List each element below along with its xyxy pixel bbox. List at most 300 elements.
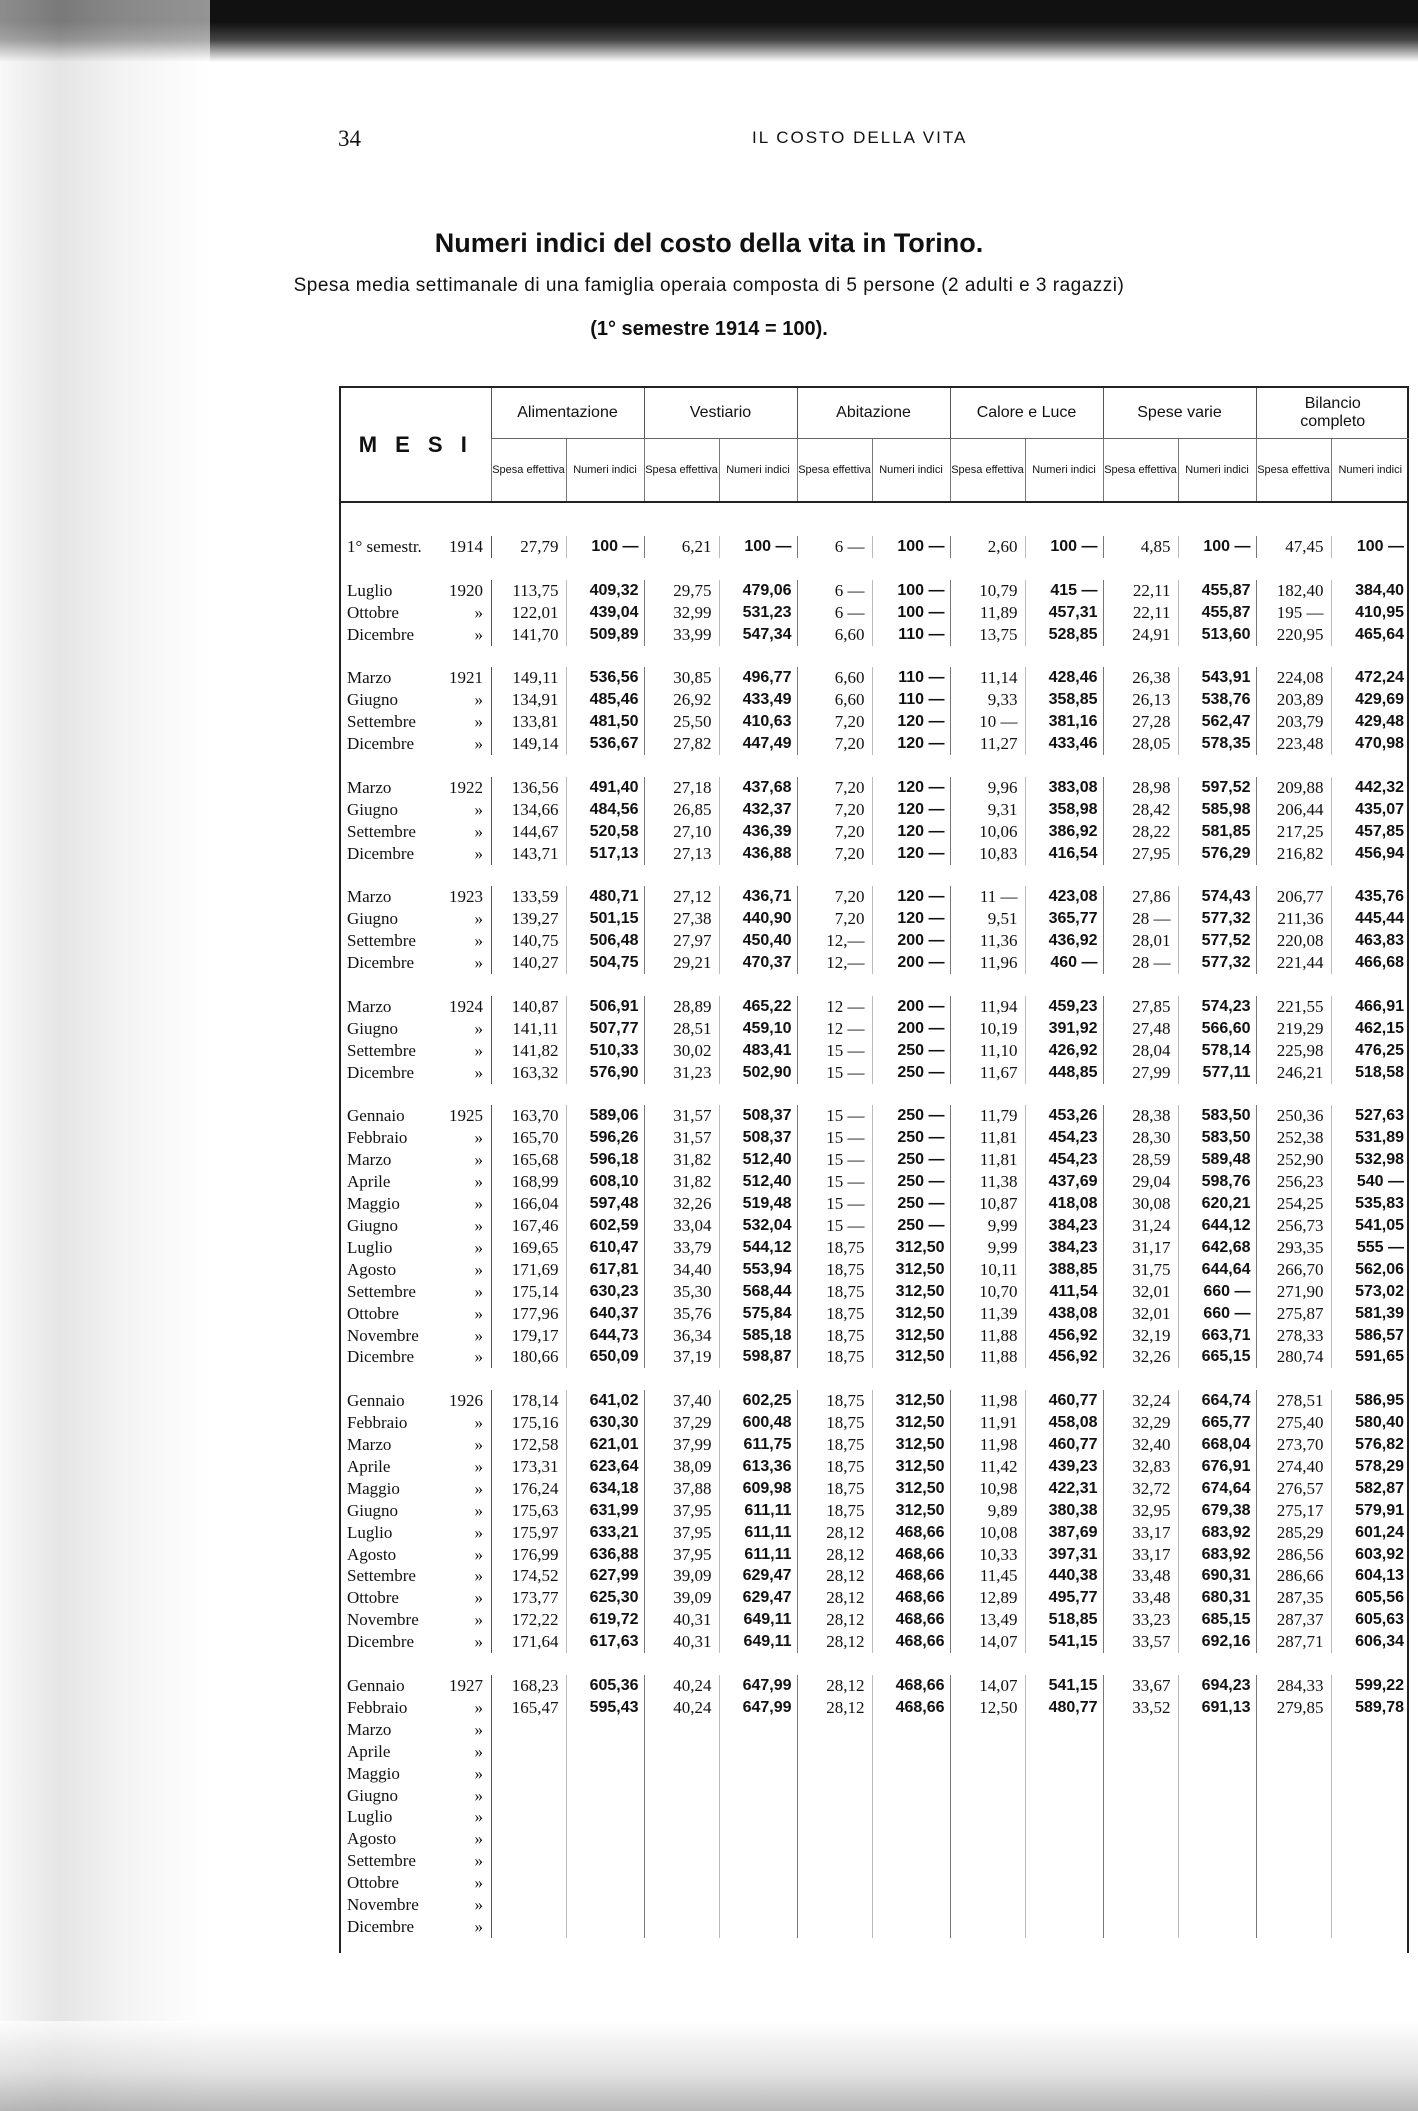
- numero-indice-cell: 620,21: [1178, 1193, 1256, 1215]
- spesa-effettiva-cell: 246,21: [1256, 1062, 1331, 1084]
- spesa-effettiva-cell: 9,99: [950, 1237, 1025, 1259]
- month-name: Novembre: [347, 1895, 419, 1915]
- spesa-effettiva-cell: 11,81: [950, 1127, 1025, 1149]
- spesa-effettiva-cell: 27,18: [644, 777, 719, 799]
- spesa-effettiva-cell: 22,11: [1103, 602, 1178, 624]
- numero-indice-cell: 634,18: [566, 1478, 644, 1500]
- numero-indice-cell: [872, 1850, 950, 1872]
- spesa-effettiva-cell: 12 —: [797, 996, 872, 1018]
- month-name: Luglio: [347, 1807, 393, 1827]
- spesa-effettiva-cell: 29,04: [1103, 1171, 1178, 1193]
- spesa-effettiva-cell: 31,24: [1103, 1215, 1178, 1237]
- month-cell: [341, 1171, 491, 1193]
- numero-indice-cell: 629,47: [719, 1565, 797, 1587]
- numero-indice-cell: 562,47: [1178, 711, 1256, 733]
- month-cell: [341, 1850, 491, 1872]
- numero-indice-cell: 312,50: [872, 1281, 950, 1303]
- spesa-effettiva-cell: [797, 1872, 872, 1894]
- numero-indice-cell: [719, 1741, 797, 1763]
- spesa-effettiva-cell: [1103, 1894, 1178, 1916]
- numero-indice-cell: 611,11: [719, 1544, 797, 1566]
- month-cell: [341, 1500, 491, 1522]
- spesa-effettiva-cell: 32,24: [1103, 1390, 1178, 1412]
- numero-indice-cell: 415 —: [1025, 580, 1103, 602]
- spesa-effettiva-cell: 11,88: [950, 1346, 1025, 1368]
- numero-indice-cell: 468,66: [872, 1587, 950, 1609]
- numero-indice-cell: 649,11: [719, 1609, 797, 1631]
- subheader-spesa-effettiva: Spesa effettiva: [1256, 439, 1331, 503]
- year-label: »: [474, 624, 483, 644]
- numero-indice-cell: 683,92: [1178, 1522, 1256, 1544]
- year-label: »: [474, 799, 483, 819]
- spesa-effettiva-cell: [797, 1741, 872, 1763]
- numero-indice-cell: [1025, 1828, 1103, 1850]
- subheader-spesa-effettiva: Spesa effettiva: [491, 439, 566, 503]
- spesa-effettiva-cell: 28,30: [1103, 1127, 1178, 1149]
- spesa-effettiva-cell: [950, 1785, 1025, 1807]
- numero-indice-cell: 578,14: [1178, 1040, 1256, 1062]
- numero-indice-cell: [872, 1806, 950, 1828]
- spesa-effettiva-cell: [1256, 1741, 1331, 1763]
- month-name: Maggio: [347, 1478, 400, 1498]
- numero-indice-cell: 604,13: [1331, 1565, 1409, 1587]
- numero-indice-cell: 384,23: [1025, 1237, 1103, 1259]
- spesa-effettiva-cell: 31,57: [644, 1127, 719, 1149]
- spesa-effettiva-cell: 12,89: [950, 1587, 1025, 1609]
- spesa-effettiva-cell: 27,82: [644, 733, 719, 755]
- table-row: [341, 580, 1409, 602]
- numero-indice-cell: 513,60: [1178, 624, 1256, 646]
- spesa-effettiva-cell: 11,98: [950, 1390, 1025, 1412]
- table-row: [341, 1105, 1409, 1127]
- numero-indice-cell: 506,48: [566, 930, 644, 952]
- numero-indice-cell: 502,90: [719, 1062, 797, 1084]
- spesa-effettiva-cell: 140,27: [491, 952, 566, 974]
- year-label: 1923: [449, 887, 483, 907]
- numero-indice-cell: 504,75: [566, 952, 644, 974]
- year-label: »: [474, 690, 483, 710]
- numero-indice-cell: 411,54: [1025, 1281, 1103, 1303]
- month-cell: [341, 1675, 491, 1697]
- numero-indice-cell: 644,12: [1178, 1215, 1256, 1237]
- numero-indice-cell: 528,85: [1025, 624, 1103, 646]
- numero-indice-cell: [719, 1785, 797, 1807]
- month-name: Gennaio: [347, 1106, 405, 1126]
- numero-indice-cell: 541,15: [1025, 1675, 1103, 1697]
- spesa-effettiva-cell: 32,95: [1103, 1500, 1178, 1522]
- numero-indice-cell: 519,48: [719, 1193, 797, 1215]
- spesa-effettiva-cell: 14,07: [950, 1675, 1025, 1697]
- numero-indice-cell: 312,50: [872, 1412, 950, 1434]
- numero-indice-cell: 250 —: [872, 1171, 950, 1193]
- spesa-effettiva-cell: 40,24: [644, 1697, 719, 1719]
- table-row: [341, 733, 1409, 755]
- numero-indice-cell: [1178, 1806, 1256, 1828]
- month-cell: [341, 580, 491, 602]
- spesa-effettiva-cell: 32,26: [644, 1193, 719, 1215]
- spesa-effettiva-cell: 11,96: [950, 952, 1025, 974]
- spesa-effettiva-cell: [644, 1894, 719, 1916]
- numero-indice-cell: 468,66: [872, 1675, 950, 1697]
- month-cell: [341, 886, 491, 908]
- spesa-effettiva-cell: 14,07: [950, 1631, 1025, 1653]
- spesa-effettiva-cell: 28,05: [1103, 733, 1178, 755]
- spesa-effettiva-cell: 10,70: [950, 1281, 1025, 1303]
- numero-indice-cell: 508,37: [719, 1127, 797, 1149]
- month-cell: [341, 1763, 491, 1785]
- subheader-spesa-effettiva: Spesa effettiva: [644, 439, 719, 503]
- spesa-effettiva-cell: 11,79: [950, 1105, 1025, 1127]
- numero-indice-cell: 437,69: [1025, 1171, 1103, 1193]
- numero-indice-cell: 518,85: [1025, 1609, 1103, 1631]
- month-cell: [341, 1193, 491, 1215]
- spesa-effettiva-cell: 18,75: [797, 1500, 872, 1522]
- numero-indice-cell: 535,83: [1331, 1193, 1409, 1215]
- spesa-effettiva-cell: [797, 1763, 872, 1785]
- numero-indice-cell: [1331, 1785, 1409, 1807]
- numero-indice-cell: 440,38: [1025, 1565, 1103, 1587]
- spesa-effettiva-cell: [797, 1785, 872, 1807]
- numero-indice-cell: 383,08: [1025, 777, 1103, 799]
- spesa-effettiva-cell: [1103, 1828, 1178, 1850]
- numero-indice-cell: 423,08: [1025, 886, 1103, 908]
- numero-indice-cell: 457,31: [1025, 602, 1103, 624]
- numero-indice-cell: 456,92: [1025, 1325, 1103, 1347]
- numero-indice-cell: 577,11: [1178, 1062, 1256, 1084]
- year-label: »: [474, 953, 483, 973]
- section-spacer: [341, 865, 1409, 887]
- month-name: Gennaio: [347, 1676, 405, 1695]
- numero-indice-cell: 676,91: [1178, 1456, 1256, 1478]
- spesa-effettiva-cell: 31,82: [644, 1149, 719, 1171]
- spesa-effettiva-cell: 6 —: [797, 602, 872, 624]
- spesa-effettiva-cell: 37,95: [644, 1522, 719, 1544]
- numero-indice-cell: [719, 1894, 797, 1916]
- spesa-effettiva-cell: [950, 1916, 1025, 1938]
- numero-indice-cell: [1331, 1806, 1409, 1828]
- year-label: »: [474, 1281, 483, 1301]
- month-cell: [341, 952, 491, 974]
- numero-indice-cell: 611,75: [719, 1434, 797, 1456]
- spesa-effettiva-cell: 165,68: [491, 1149, 566, 1171]
- numero-indice-cell: [719, 1872, 797, 1894]
- spesa-effettiva-cell: 2,60: [950, 536, 1025, 558]
- numero-indice-cell: 613,36: [719, 1456, 797, 1478]
- numero-indice-cell: 436,39: [719, 821, 797, 843]
- spesa-effettiva-cell: 40,31: [644, 1609, 719, 1631]
- spesa-effettiva-cell: [950, 1763, 1025, 1785]
- month-cell: [341, 1806, 491, 1828]
- month-name: Giugno: [347, 799, 398, 819]
- numero-indice-cell: 460 —: [1025, 952, 1103, 974]
- numero-indice-cell: 250 —: [872, 1062, 950, 1084]
- table-row: [341, 1850, 1409, 1872]
- numero-indice-cell: 596,18: [566, 1149, 644, 1171]
- spesa-effettiva-cell: 32,29: [1103, 1412, 1178, 1434]
- numero-indice-cell: 508,37: [719, 1105, 797, 1127]
- section-spacer: [341, 646, 1409, 668]
- numero-indice-cell: 597,52: [1178, 777, 1256, 799]
- spesa-effettiva-cell: 140,75: [491, 930, 566, 952]
- numero-indice-cell: 459,10: [719, 1018, 797, 1040]
- spesa-effettiva-cell: [950, 1741, 1025, 1763]
- spesa-effettiva-cell: 11,88: [950, 1325, 1025, 1347]
- spesa-effettiva-cell: [1103, 1916, 1178, 1938]
- table-row: [341, 1062, 1409, 1084]
- spesa-effettiva-cell: [644, 1850, 719, 1872]
- table-row: [341, 1040, 1409, 1062]
- year-label: 1924: [449, 996, 483, 1016]
- numero-indice-cell: 517,13: [566, 843, 644, 865]
- spesa-effettiva-cell: 33,67: [1103, 1675, 1178, 1697]
- spesa-effettiva-cell: 133,81: [491, 711, 566, 733]
- spesa-effettiva-cell: 141,70: [491, 624, 566, 646]
- group-header-vestiario: [644, 388, 797, 439]
- numero-indice-cell: [1025, 1916, 1103, 1938]
- spesa-effettiva-cell: 287,71: [1256, 1631, 1331, 1653]
- year-label: »: [474, 843, 483, 863]
- year-label: 1914: [449, 537, 483, 556]
- numero-indice-cell: [1025, 1719, 1103, 1741]
- numero-indice-cell: 480,71: [566, 886, 644, 908]
- numero-indice-cell: 454,23: [1025, 1127, 1103, 1149]
- month-cell: [341, 843, 491, 865]
- numero-indice-cell: [1025, 1872, 1103, 1894]
- numero-indice-cell: 512,40: [719, 1149, 797, 1171]
- spesa-effettiva-cell: 37,95: [644, 1500, 719, 1522]
- numero-indice-cell: 312,50: [872, 1500, 950, 1522]
- table-row: [341, 1741, 1409, 1763]
- spesa-effettiva-cell: 39,09: [644, 1565, 719, 1587]
- spesa-effettiva-cell: 29,21: [644, 952, 719, 974]
- month-cell: [341, 1105, 491, 1127]
- spesa-effettiva-cell: 134,66: [491, 799, 566, 821]
- month-cell: [341, 1303, 491, 1325]
- spesa-effettiva-cell: 175,16: [491, 1412, 566, 1434]
- spesa-effettiva-cell: [644, 1785, 719, 1807]
- spesa-effettiva-cell: 168,23: [491, 1675, 566, 1697]
- numero-indice-cell: [1178, 1916, 1256, 1938]
- numero-indice-cell: [1331, 1741, 1409, 1763]
- spesa-effettiva-cell: [491, 1872, 566, 1894]
- numero-indice-cell: 428,46: [1025, 667, 1103, 689]
- spesa-effettiva-cell: [950, 1872, 1025, 1894]
- numero-indice-cell: 520,58: [566, 821, 644, 843]
- numero-indice-cell: 442,32: [1331, 777, 1409, 799]
- spesa-effettiva-cell: 24,91: [1103, 624, 1178, 646]
- numero-indice-cell: 110 —: [872, 689, 950, 711]
- numero-indice-cell: 541,15: [1025, 1631, 1103, 1653]
- numero-indice-cell: 448,85: [1025, 1062, 1103, 1084]
- numero-indice-cell: 312,50: [872, 1478, 950, 1500]
- spesa-effettiva-cell: 28 —: [1103, 952, 1178, 974]
- spesa-effettiva-cell: 18,75: [797, 1434, 872, 1456]
- spesa-effettiva-cell: 31,75: [1103, 1259, 1178, 1281]
- month-cell: [341, 996, 491, 1018]
- spesa-effettiva-cell: 274,40: [1256, 1456, 1331, 1478]
- table-row: [341, 821, 1409, 843]
- numero-indice-cell: 384,40: [1331, 580, 1409, 602]
- year-label: »: [474, 1194, 483, 1214]
- numero-indice-cell: 458,08: [1025, 1412, 1103, 1434]
- spesa-effettiva-cell: 32,26: [1103, 1346, 1178, 1368]
- numero-indice-cell: 581,39: [1331, 1303, 1409, 1325]
- spesa-effettiva-cell: 11,14: [950, 667, 1025, 689]
- numero-indice-cell: 578,29: [1331, 1456, 1409, 1478]
- spesa-effettiva-cell: 203,89: [1256, 689, 1331, 711]
- numero-indice-cell: 439,23: [1025, 1456, 1103, 1478]
- numero-indice-cell: 381,16: [1025, 711, 1103, 733]
- numero-indice-cell: 579,91: [1331, 1500, 1409, 1522]
- spesa-effettiva-cell: [1256, 1916, 1331, 1938]
- numero-indice-cell: 100 —: [1178, 536, 1256, 558]
- spesa-effettiva-cell: [1103, 1719, 1178, 1741]
- spesa-effettiva-cell: 28,22: [1103, 821, 1178, 843]
- numero-indice-cell: [566, 1828, 644, 1850]
- spesa-effettiva-cell: 28,89: [644, 996, 719, 1018]
- numero-indice-cell: 468,66: [872, 1565, 950, 1587]
- spesa-effettiva-cell: 11,98: [950, 1434, 1025, 1456]
- group-label: Bilancio completo: [1300, 395, 1366, 430]
- numero-indice-cell: 680,31: [1178, 1587, 1256, 1609]
- spesa-effettiva-cell: [1256, 1763, 1331, 1785]
- spacer-cell: [341, 502, 1409, 536]
- spesa-effettiva-cell: 36,34: [644, 1325, 719, 1347]
- spesa-effettiva-cell: 220,95: [1256, 624, 1331, 646]
- table-row: [341, 602, 1409, 624]
- spesa-effettiva-cell: 12,50: [950, 1697, 1025, 1719]
- scan-edge-left: [0, 0, 210, 2111]
- year-label: »: [474, 1719, 483, 1739]
- numero-indice-cell: 312,50: [872, 1259, 950, 1281]
- numero-indice-cell: [566, 1741, 644, 1763]
- year-label: »: [474, 1172, 483, 1192]
- group-header-bilancio: [1256, 388, 1409, 439]
- numero-indice-cell: [719, 1806, 797, 1828]
- numero-indice-cell: 623,64: [566, 1456, 644, 1478]
- spesa-effettiva-cell: 211,36: [1256, 908, 1331, 930]
- spacer-cell: [341, 1084, 1409, 1106]
- running-head: IL COSTO DELLA VITA: [752, 128, 968, 147]
- numero-indice-cell: 532,04: [719, 1215, 797, 1237]
- numero-indice-cell: 468,66: [872, 1697, 950, 1719]
- month-name: Marzo: [347, 887, 392, 907]
- spesa-effettiva-cell: [797, 1719, 872, 1741]
- numero-indice-cell: 440,90: [719, 908, 797, 930]
- year-label: 1927: [449, 1676, 483, 1695]
- spesa-effettiva-cell: 32,99: [644, 602, 719, 624]
- numero-indice-cell: 466,68: [1331, 952, 1409, 974]
- spesa-effettiva-cell: 28,01: [1103, 930, 1178, 952]
- spesa-effettiva-cell: 172,58: [491, 1434, 566, 1456]
- year-label: »: [474, 1851, 483, 1871]
- spesa-effettiva-cell: 139,27: [491, 908, 566, 930]
- spesa-effettiva-cell: 7,20: [797, 799, 872, 821]
- spesa-effettiva-cell: 140,87: [491, 996, 566, 1018]
- spesa-effettiva-cell: [1256, 1894, 1331, 1916]
- table-row: [341, 1763, 1409, 1785]
- spesa-effettiva-cell: 165,70: [491, 1127, 566, 1149]
- spesa-effettiva-cell: 33,52: [1103, 1697, 1178, 1719]
- spesa-effettiva-cell: 254,25: [1256, 1193, 1331, 1215]
- month-cell: [341, 1062, 491, 1084]
- year-label: 1921: [449, 668, 483, 688]
- month-cell: [341, 536, 491, 558]
- numero-indice-cell: 690,31: [1178, 1565, 1256, 1587]
- spesa-effettiva-cell: 175,97: [491, 1522, 566, 1544]
- spesa-effettiva-cell: 172,22: [491, 1609, 566, 1631]
- spesa-effettiva-cell: 32,83: [1103, 1456, 1178, 1478]
- numero-indice-cell: [872, 1828, 950, 1850]
- table-row: [341, 1303, 1409, 1325]
- spesa-effettiva-cell: 28 —: [1103, 908, 1178, 930]
- month-cell: [341, 1325, 491, 1347]
- numero-indice-cell: 312,50: [872, 1390, 950, 1412]
- spesa-effettiva-cell: 221,55: [1256, 996, 1331, 1018]
- numero-indice-cell: 120 —: [872, 908, 950, 930]
- year-label: »: [474, 1741, 483, 1761]
- month-cell: [341, 1587, 491, 1609]
- spesa-effettiva-cell: 11,39: [950, 1303, 1025, 1325]
- month-name: Dicembre: [347, 1062, 415, 1082]
- month-name: Settembre: [347, 1566, 416, 1586]
- numero-indice-cell: 491,40: [566, 777, 644, 799]
- year-label: »: [474, 909, 483, 929]
- numero-indice-cell: 547,34: [719, 624, 797, 646]
- spesa-effettiva-cell: 10,98: [950, 1478, 1025, 1500]
- spesa-effettiva-cell: [950, 1850, 1025, 1872]
- numero-indice-cell: 531,89: [1331, 1127, 1409, 1149]
- numero-indice-cell: 583,50: [1178, 1127, 1256, 1149]
- spesa-effettiva-cell: 26,38: [1103, 667, 1178, 689]
- numero-indice-cell: 640,37: [566, 1303, 644, 1325]
- spesa-effettiva-cell: 15 —: [797, 1193, 872, 1215]
- spesa-effettiva-cell: 15 —: [797, 1127, 872, 1149]
- numero-indice-cell: [566, 1916, 644, 1938]
- year-label: »: [474, 1763, 483, 1783]
- spesa-effettiva-cell: 47,45: [1256, 536, 1331, 558]
- spesa-effettiva-cell: 293,35: [1256, 1237, 1331, 1259]
- numero-indice-cell: 200 —: [872, 930, 950, 952]
- month-name: 1° semestr.: [347, 537, 422, 556]
- numero-indice-cell: [1025, 1806, 1103, 1828]
- numero-indice-cell: [1025, 1763, 1103, 1785]
- table-row: [341, 1259, 1409, 1281]
- group-label: Calore e Luce: [976, 404, 1077, 421]
- month-cell: [341, 1478, 491, 1500]
- year-label: »: [474, 1128, 483, 1148]
- subheader-spesa-effettiva: Spesa effettiva: [797, 439, 872, 503]
- numero-indice-cell: 365,77: [1025, 908, 1103, 930]
- numero-indice-cell: 576,82: [1331, 1434, 1409, 1456]
- spesa-effettiva-cell: 38,09: [644, 1456, 719, 1478]
- group-label: Vestiario: [689, 404, 752, 421]
- spesa-effettiva-cell: 175,14: [491, 1281, 566, 1303]
- numero-indice-cell: 531,23: [719, 602, 797, 624]
- subheader-numeri-indici: Numeri indici: [1178, 439, 1256, 503]
- numero-indice-cell: [872, 1894, 950, 1916]
- spesa-effettiva-cell: 176,24: [491, 1478, 566, 1500]
- spesa-effettiva-cell: 133,59: [491, 886, 566, 908]
- month-name: Marzo: [347, 1435, 392, 1455]
- spesa-effettiva-cell: 27,10: [644, 821, 719, 843]
- numero-indice-cell: 200 —: [872, 952, 950, 974]
- month-cell: [341, 1456, 491, 1478]
- spesa-effettiva-cell: 33,04: [644, 1215, 719, 1237]
- spesa-effettiva-cell: 9,89: [950, 1500, 1025, 1522]
- month-name: Dicembre: [347, 843, 415, 863]
- subheader-row: [341, 439, 1409, 503]
